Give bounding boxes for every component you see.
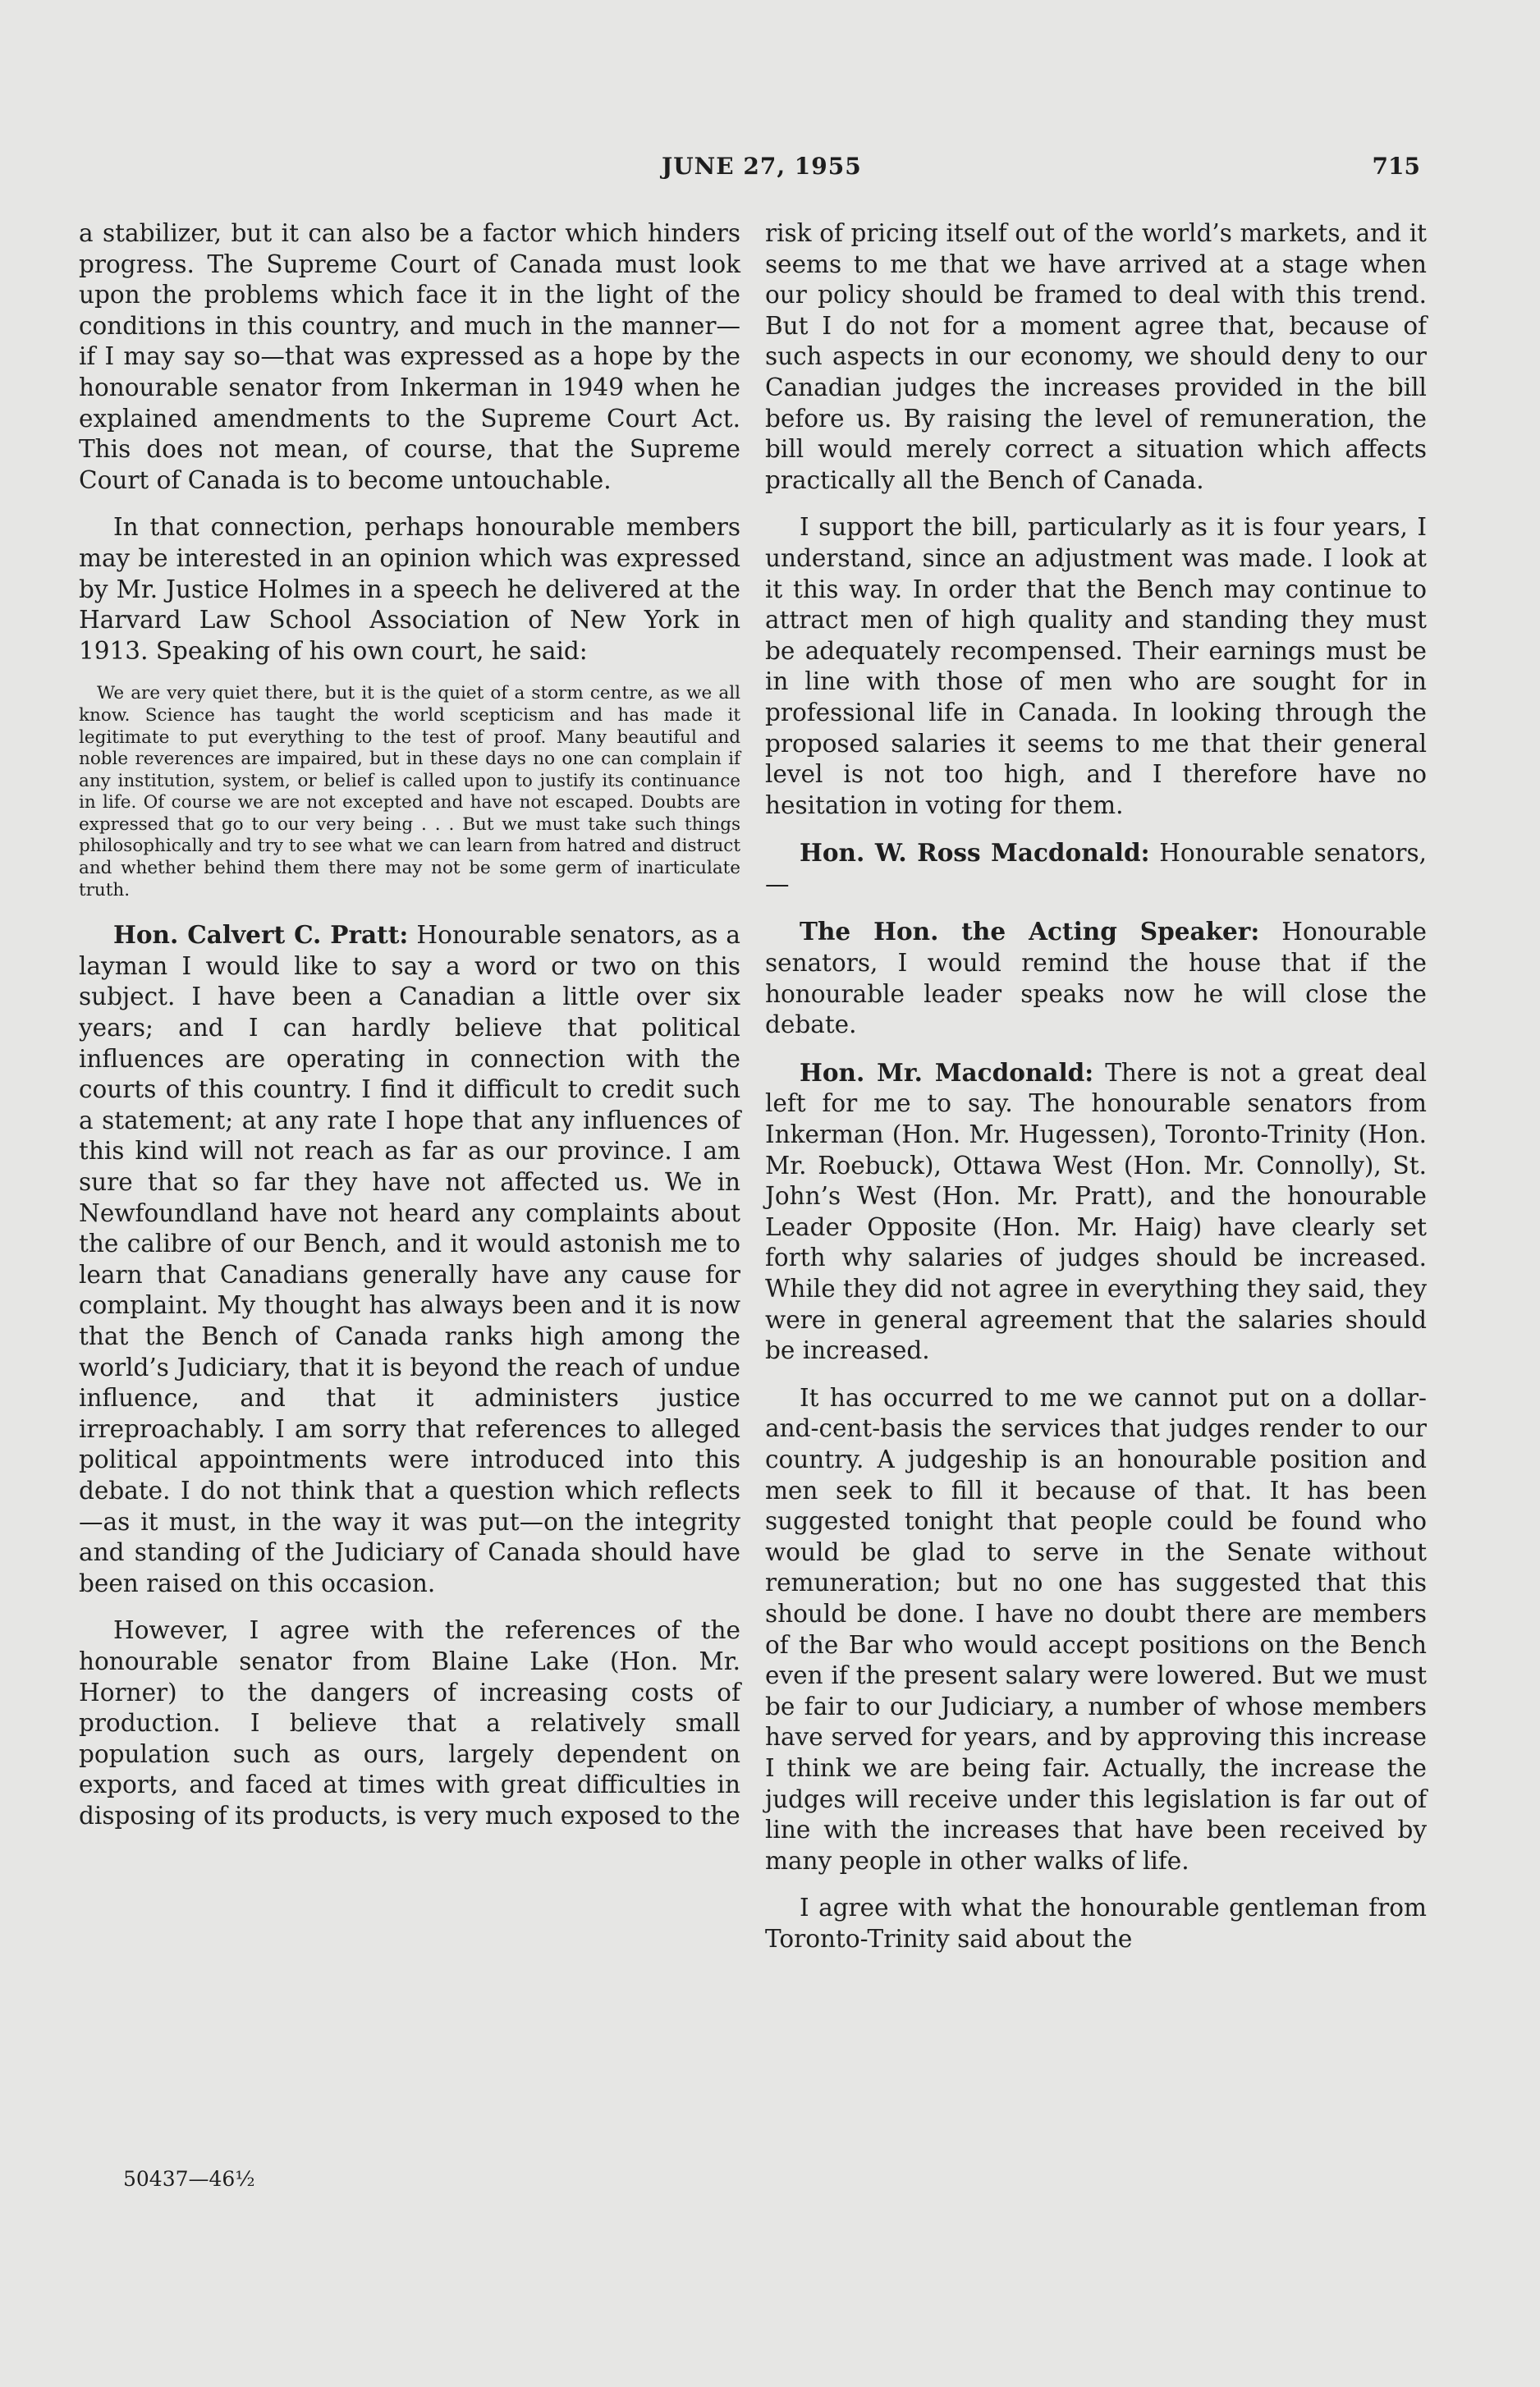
left-column	[79, 218, 740, 1848]
paragraph: risk of pricing itself out of the world’s markets, and it seems to me that we have arrived at a stage when our policy should be framed to deal with this trend. But I do not for a moment agree that, because of such aspects in our economy, we should deny to our Canadian judges the increases provided in the bill before us. By raising the level of remuneration, the bill would merely correct a situation which affects practically all the Bench of Canada.	[765, 219, 1427, 494]
speaker-name: Hon. Calvert C. Pratt:	[113, 920, 409, 950]
speaker-name: Hon. W. Ross Macdonald:	[800, 838, 1150, 868]
header-date: JUNE 27, 1955	[662, 153, 862, 180]
speech-text: Honourable senators, as a layman I would like to say a word or two on this subject. I have been a Canadian a little over six years; and I can hardly believe that political influences are operating in connection with the courts of this country. I find it difficult to credit such a statement; at any rate I hope that any influences of this kind will not reach as far as our province. I am sure that so far they have not affected us. We in Newfoundland have not heard any complaints about the calibre of our Bench, and it would astonish me to learn that Canadians generally have any cause for complaint. My thought has always been and it is now that the Bench of Canada ranks high among the world’s Judiciary, that it is beyond the reach of undue influence, and that it administers justice irreproachably. I am sorry that references to alleged political appointments were introduced into this debate. I do not think that a question which reflects—as it must, in the way it was put—on the integrity and standing of the Judiciary of Canada should have been raised on this occasion.	[79, 921, 741, 1597]
speech-paragraph	[765, 1057, 1427, 1367]
right-column	[765, 218, 1427, 1971]
speech-text: There is not a great deal left for me to say. The honourable senators from Inkerman (Hon. Mr. Hugessen), Toronto-Trinity (Hon. Mr. Roebuck), Ottawa West (Hon. Mr. Connolly), St. John’s West (Hon. Mr. Pratt), and the honourable Leader Opposite (Hon. Mr. Haig) have clearly set forth why salaries of judges should be increased. While they did not agree in everything they said, they were in general agreement that the salaries should be increased.	[765, 1058, 1427, 1365]
paragraph: However, I agree with the references of the honourable senator from Blaine Lake (Hon. Mr. Horner) to the dangers of increasing costs of production. I believe that a relatively small population such as ours, largely dependent on exports, and faced at times with great difficulties in disposing of its products, is very much exposed to the	[79, 1616, 740, 1830]
speaker-name: The Hon. the Acting Speaker:	[800, 917, 1260, 946]
speaker-name: Hon. Mr. Macdonald:	[800, 1057, 1094, 1087]
paragraph: a stabilizer, but it can also be a factor which hinders progress. The Supreme Court of Canada must look upon the problems which face it in the light of the conditions in this country, and much in the manner—if I may say so—that was expressed as a hope by the honourable senator from Inkerman in 1949 when he explained amendments to the Supreme Court Act. This does not mean, of course, that the Supreme Court of Canada is to become untouchable.	[79, 219, 740, 494]
paragraph: I agree with what the honourable gentleman from Toronto-Trinity said about the	[765, 1894, 1427, 1953]
speech-paragraph	[765, 916, 1427, 1040]
block-quote: We are very quiet there, but it is the quiet of a storm centre, as we all know. Science has taught the world scepticism and has made it legitimate to put everything to the test of proof. Many beautiful and noble reverences are impaired, but in these days no one can complain if any institution, system, or belief is called upon to justify its continuance in life. Of course we are not excepted and have not escaped. Doubts are expressed that go to our very being . . . But we must take such things philosophically and try to see what we can learn from hatred and distruct and whether behind them there may not be some germ of inarticulate truth.	[79, 683, 740, 900]
speech-text: Honourable senators,—	[765, 839, 1427, 898]
paragraph: In that connection, perhaps honourable members may be interested in an opinion which was expressed by Mr. Justice Holmes in a speech he delivered at the Harvard Law School Association of New York in 1913. Speaking of his own court, he said:	[79, 513, 740, 665]
speech-paragraph	[79, 919, 740, 1599]
page-header	[662, 153, 1425, 190]
page-number: 715	[1372, 153, 1420, 180]
speech-text: Honourable senators, I would remind the house that if the honourable leader speaks now he will close the debate.	[765, 918, 1428, 1039]
print-code: 50437—46½	[123, 2167, 255, 2191]
paragraph: I support the bill, particularly as it is four years, I understand, since an adjustment was made. I look at it this way. In order that the Bench may continue to attract men of high quality and standing they must be adequately recompensed. Their earnings must be in line with those of men who are sought for in professional life in Canada. In looking through the proposed salaries it seems to me that their general level is not too high, and I therefore have no hesitation in voting for them.	[765, 513, 1427, 819]
speech-paragraph	[765, 837, 1427, 900]
paragraph: It has occurred to me we cannot put on a dollar-and-cent-basis the services that judges render to our country. A judgeship is an honourable position and men seek to fill it because of that. It has been suggested tonight that people could be found who would be glad to serve in the Senate without remuneration; but no one has suggested that this should be done. I have no doubt there are members of the Bar who would accept positions on the Bench even if the present salary were lowered. But we must be fair to our Judiciary, a number of whose members have served for years, and by approving this increase I think we are being fair. Actually, the increase the judges will receive under this legislation is far out of line with the increases that have been received by many people in other walks of life.	[765, 1383, 1427, 1875]
